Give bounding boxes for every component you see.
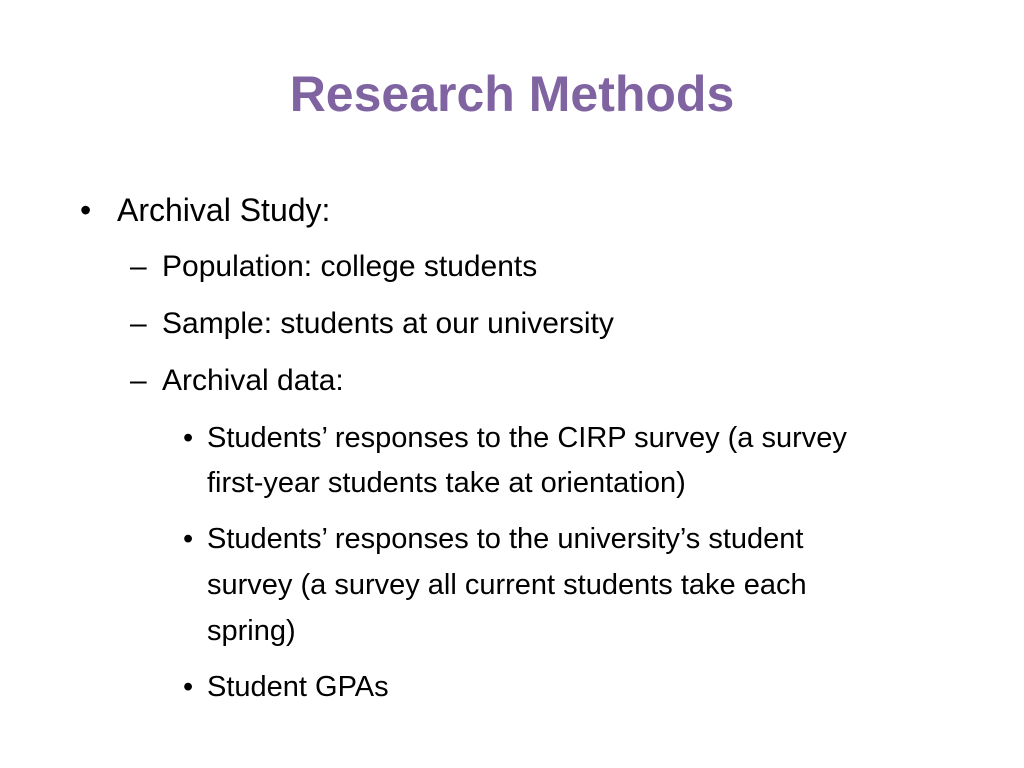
slide-title: Research Methods [289,66,735,122]
list-item-text: Population: college students [162,250,538,283]
bullet-icon: • [183,523,194,555]
dash-icon: – [130,307,147,340]
bullet-icon: • [183,671,194,703]
dash-icon: – [130,364,147,397]
list-item-text: Student GPAs [207,671,389,703]
list-item-text: Sample: students at our university [162,307,614,340]
list-item-text: Archival Study: [117,192,331,228]
list-item-text: survey (a survey all current students take each [207,569,807,601]
list-item-text: Students’ responses to the CIRP survey (a survey [207,422,847,454]
list-item-text: Students’ responses to the university’s student [207,523,804,555]
dash-icon: – [130,250,147,283]
bullet-icon: • [183,422,194,454]
bullet-icon: • [80,192,92,228]
list-item-text: spring) [207,615,296,647]
list-item-text: Archival data: [162,364,344,397]
list-item-text: first-year students take at orientation) [207,467,686,499]
